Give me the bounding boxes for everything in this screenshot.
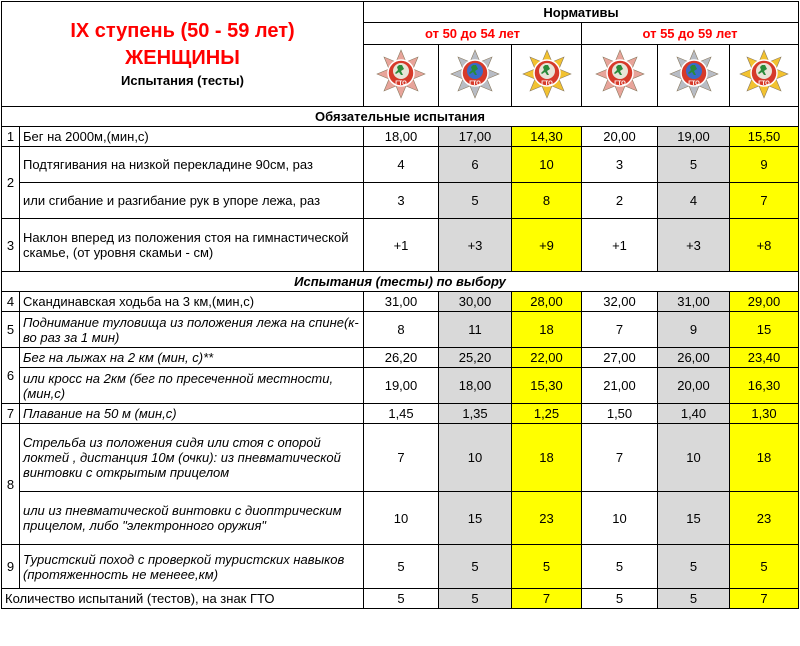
table-row [2, 219, 799, 272]
test-description: Бег на лыжах на 2 км (мин, с)** [20, 348, 364, 368]
svg-text:ГТО: ГТО [613, 81, 626, 87]
test-description: Плавание на 50 м (мин,с) [20, 404, 364, 424]
silver-gto-badge-icon [665, 49, 723, 99]
value-cell: 5 [364, 589, 439, 609]
value-cell: 19,00 [658, 127, 730, 147]
value-cell: 5 [658, 589, 730, 609]
value-cell: 2 [582, 183, 658, 219]
value-cell: 7 [364, 424, 439, 492]
value-cell: 1,50 [582, 404, 658, 424]
value-cell: 5 [439, 589, 512, 609]
value-cell: +1 [582, 219, 658, 272]
test-description: или кросс на 2км (бег по пресеченной местности, (мин,с) [20, 368, 364, 404]
value-cell: 1,45 [364, 404, 439, 424]
bronze-gto-badge-icon [372, 49, 430, 99]
value-cell: 5 [439, 183, 512, 219]
value-cell: 16,30 [730, 368, 799, 404]
value-cell: 5 [658, 147, 730, 183]
value-cell: 5 [439, 545, 512, 589]
test-description: или сгибание и разгибание рук в упоре лежа, раз [20, 183, 364, 219]
value-cell: 20,00 [582, 127, 658, 147]
test-description: Скандинавская ходьба на 3 км,(мин,с) [20, 292, 364, 312]
value-cell: 5 [512, 545, 582, 589]
value-cell: 1,30 [730, 404, 799, 424]
value-cell: 18,00 [439, 368, 512, 404]
value-cell: +8 [730, 219, 799, 272]
silver-gto-badge-icon [446, 49, 504, 99]
value-cell: 8 [364, 312, 439, 348]
svg-text:ГТО: ГТО [540, 81, 553, 87]
row-number: 7 [2, 404, 20, 424]
value-cell: 1,25 [512, 404, 582, 424]
row-number: 5 [2, 312, 20, 348]
value-cell: 26,20 [364, 348, 439, 368]
value-cell: 18,00 [364, 127, 439, 147]
header-row-normatives [2, 2, 799, 23]
section-row-mandatory [2, 107, 799, 127]
value-cell: 9 [658, 312, 730, 348]
test-description: Стрельба из положения сидя или стоя с опорой локтей , дистанция 10м (очки): из пневматической винтовки с открытым прицелом [20, 424, 364, 492]
value-cell: 9 [730, 147, 799, 183]
row-number: 8 [2, 424, 20, 545]
row-number: 4 [2, 292, 20, 312]
section-title-mandatory: Обязательные испытания [2, 107, 799, 127]
value-cell: 7 [582, 312, 658, 348]
bronze-gto-badge-icon [591, 49, 649, 99]
value-cell: 17,00 [439, 127, 512, 147]
value-cell: 5 [658, 545, 730, 589]
test-description: или из пневматической винтовки с диоптрическим прицелом, либо "электронного оружия" [20, 492, 364, 545]
value-cell: 7 [582, 424, 658, 492]
svg-text:ГТО: ГТО [687, 81, 700, 87]
value-cell: 10 [364, 492, 439, 545]
value-cell: 15 [439, 492, 512, 545]
svg-text:ГТО: ГТО [758, 81, 770, 87]
table-row [2, 492, 799, 545]
section-row-optional [2, 272, 799, 292]
value-cell: 22,00 [512, 348, 582, 368]
value-cell: 10 [658, 424, 730, 492]
value-cell: 1,40 [658, 404, 730, 424]
gold-gto-badge-icon [518, 49, 576, 99]
svg-text:ГТО: ГТО [469, 81, 481, 87]
value-cell: 15 [730, 312, 799, 348]
value-cell: 10 [512, 147, 582, 183]
table-row [2, 545, 799, 589]
value-cell: 15,50 [730, 127, 799, 147]
value-cell: 11 [439, 312, 512, 348]
normatives-header: Нормативы [364, 2, 799, 23]
row-number: 3 [2, 219, 20, 272]
value-cell: 21,00 [582, 368, 658, 404]
value-cell: +1 [364, 219, 439, 272]
value-cell: 25,20 [439, 348, 512, 368]
table-row [2, 147, 799, 183]
value-cell: 18 [512, 312, 582, 348]
value-cell: 18 [730, 424, 799, 492]
value-cell: 23,40 [730, 348, 799, 368]
age-group-50-54: от 50 до 54 лет [364, 23, 582, 45]
table-row [2, 183, 799, 219]
gold-gto-badge-icon [735, 49, 793, 99]
value-cell: 27,00 [582, 348, 658, 368]
section-title-optional: Испытания (тесты) по выбору [2, 272, 799, 292]
value-cell: +9 [512, 219, 582, 272]
value-cell: 1,35 [439, 404, 512, 424]
stage-title: IX ступень (50 - 59 лет) [70, 20, 295, 42]
gto-standards-sheet [1, 1, 798, 644]
value-cell: 7 [730, 589, 799, 609]
footer-row [2, 589, 799, 609]
test-description: Туристский поход с проверкой туристских навыков (протяженность не менеее,км) [20, 545, 364, 589]
value-cell: 15,30 [512, 368, 582, 404]
value-cell: 14,30 [512, 127, 582, 147]
value-cell: 5 [582, 545, 658, 589]
value-cell: 4 [658, 183, 730, 219]
value-cell: 6 [439, 147, 512, 183]
footer-label: Количество испытаний (тестов), на знак ГТО [2, 589, 364, 609]
test-description: Подтягивания на низкой перекладине 90см, раз [20, 147, 364, 183]
gender-title: ЖЕНЩИНЫ [125, 47, 240, 69]
value-cell: 20,00 [658, 368, 730, 404]
test-description: Бег на 2000м,(мин,с) [20, 127, 364, 147]
badge-cell [658, 45, 730, 107]
badge-cell [512, 45, 582, 107]
svg-text:ГТО: ГТО [395, 81, 407, 87]
value-cell: 31,00 [364, 292, 439, 312]
title-cell [2, 2, 364, 107]
table-row [2, 368, 799, 404]
value-cell: 19,00 [364, 368, 439, 404]
value-cell: 29,00 [730, 292, 799, 312]
value-cell: 5 [730, 545, 799, 589]
table-row [2, 424, 799, 492]
value-cell: 23 [512, 492, 582, 545]
value-cell: 26,00 [658, 348, 730, 368]
value-cell: 7 [512, 589, 582, 609]
value-cell: 8 [512, 183, 582, 219]
value-cell: 10 [439, 424, 512, 492]
value-cell: 3 [582, 147, 658, 183]
badge-cell [730, 45, 799, 107]
value-cell: 32,00 [582, 292, 658, 312]
row-number: 9 [2, 545, 20, 589]
value-cell: 7 [730, 183, 799, 219]
age-group-55-59: от 55 до 59 лет [582, 23, 799, 45]
value-cell: 5 [364, 545, 439, 589]
value-cell: 18 [512, 424, 582, 492]
value-cell: 30,00 [439, 292, 512, 312]
value-cell: 23 [730, 492, 799, 545]
badge-cell [582, 45, 658, 107]
table-row [2, 312, 799, 348]
value-cell: 4 [364, 147, 439, 183]
row-number: 6 [2, 348, 20, 404]
tests-subtitle: Испытания (тесты) [121, 73, 244, 88]
value-cell: 10 [582, 492, 658, 545]
value-cell: 31,00 [658, 292, 730, 312]
badge-cell [364, 45, 439, 107]
value-cell: 28,00 [512, 292, 582, 312]
row-number: 2 [2, 147, 20, 219]
value-cell: +3 [439, 219, 512, 272]
table-row [2, 348, 799, 368]
table-row [2, 127, 799, 147]
value-cell: +3 [658, 219, 730, 272]
value-cell: 15 [658, 492, 730, 545]
row-number: 1 [2, 127, 20, 147]
badge-cell [439, 45, 512, 107]
table-row [2, 404, 799, 424]
value-cell: 3 [364, 183, 439, 219]
test-description: Поднимание туловища из положения лежа на спине(к-во раз за 1 мин) [20, 312, 364, 348]
standards-table [1, 1, 799, 609]
test-description: Наклон вперед из положения стоя на гимнастической скамье, (от уровня скамьи - см) [20, 219, 364, 272]
value-cell: 5 [582, 589, 658, 609]
table-row [2, 292, 799, 312]
